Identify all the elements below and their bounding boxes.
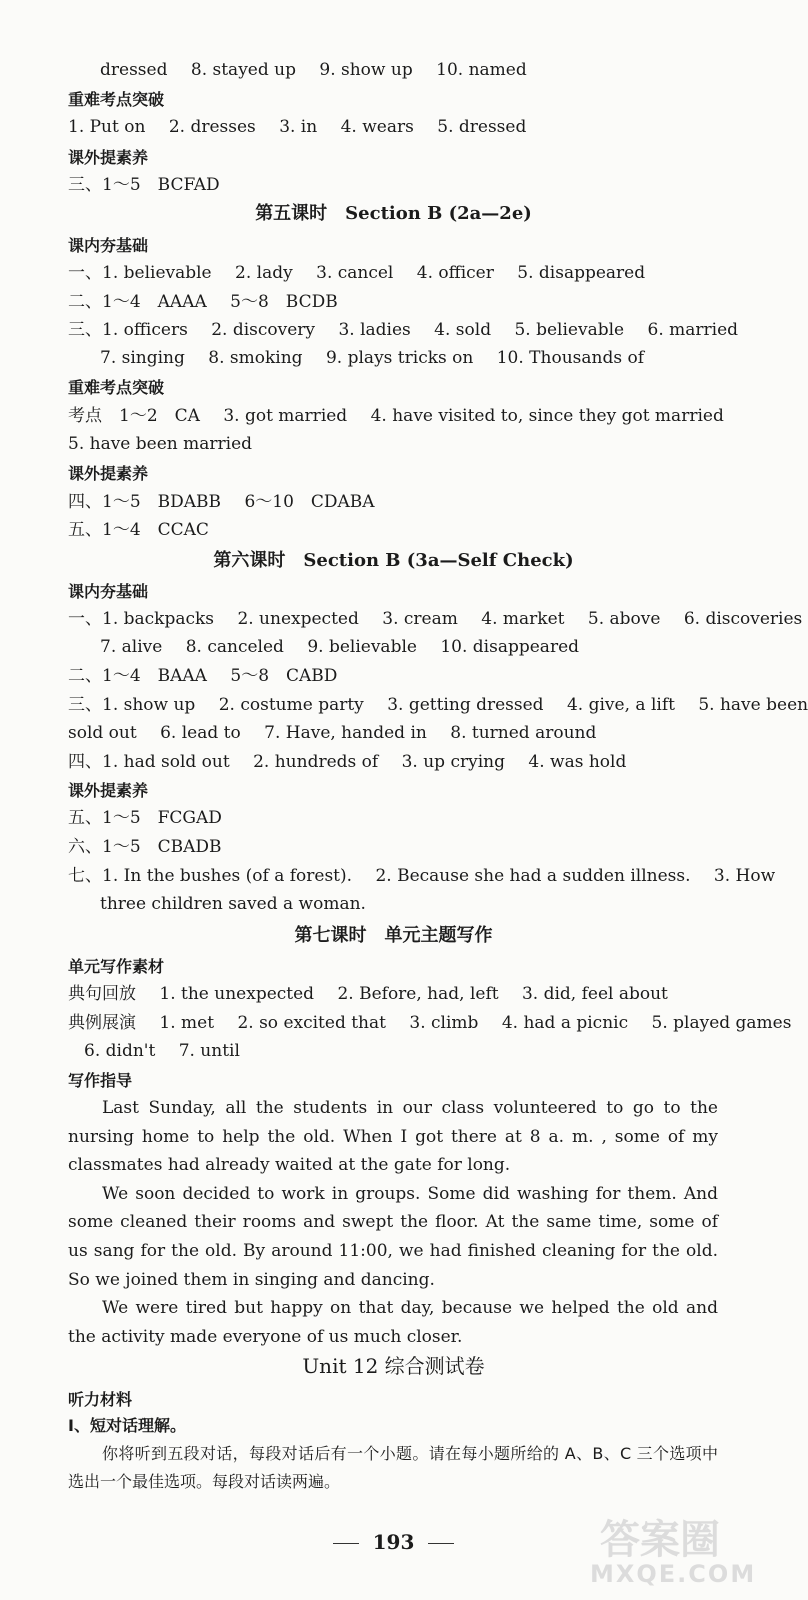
answer-line	[68, 490, 375, 514]
answer-line	[100, 635, 579, 659]
answer-line	[68, 115, 526, 139]
essay-paragraph: We soon decided to work in groups. Some did washing for them. And some cleaned their rooms and swept the floor. At the same time, some of us sang for the old. By around 11:00, we had finished cleaning for the old. So we joined them in singing and dancing.	[68, 1183, 718, 1290]
answer-item: 一、1. believable	[68, 263, 212, 283]
answer-item: 9. show up	[319, 60, 413, 80]
section-heading: 课外提素养	[68, 148, 149, 167]
answer-line	[68, 864, 775, 888]
answer-item: 6. lead to	[160, 723, 241, 743]
dash-left	[333, 1543, 359, 1544]
answer-line	[68, 607, 802, 631]
answer-item: 4. have visited to, since they got married	[370, 406, 724, 426]
answer-item: sold out	[68, 723, 137, 743]
answer-item: dressed	[100, 60, 168, 80]
essay-paragraph: Last Sunday, all the students in our class volunteered to go to the nursing home to help the old. When I got there at 8 a. m. , some of my classmates had already waited at the gate for long.	[68, 1098, 718, 1176]
answer-item: 7. alive	[100, 637, 163, 657]
answer-item: 2. unexpected	[237, 609, 359, 629]
answer-item: 9. believable	[307, 637, 417, 657]
answer-item: 4. was hold	[528, 752, 627, 772]
answer-item: 三、1. show up	[68, 695, 196, 715]
answer-item: 典例展演	[68, 1013, 136, 1033]
answer-item: 1. Put on	[68, 117, 146, 137]
answer-line	[68, 404, 724, 428]
answer-item: 3. cancel	[316, 263, 394, 283]
answer-item: 七、1. In the bushes (of a forest).	[68, 866, 353, 886]
answer-line: 五、1～4 CCAC	[68, 520, 209, 540]
answer-item: 3. cream	[382, 609, 458, 629]
answer-line	[68, 721, 596, 745]
answer-line: 五、1～5 FCGAD	[68, 808, 222, 828]
section-heading: 写作指导	[68, 1071, 133, 1090]
answer-item: 4. give, a lift	[566, 695, 675, 715]
unit-title: Unit 12 综合测试卷	[302, 1354, 485, 1378]
answer-item: 2. discovery	[211, 320, 316, 340]
answer-item: 7. singing	[100, 348, 185, 368]
answer-line	[68, 693, 808, 717]
answer-item: 10. Thousands of	[496, 348, 644, 368]
answer-item: 2. hundreds of	[253, 752, 379, 772]
answer-line	[68, 664, 337, 688]
answer-item: 3. ladies	[338, 320, 411, 340]
answer-item: 5. above	[587, 609, 661, 629]
answer-item: 四、1. had sold out	[68, 752, 230, 772]
section-heading: 单元写作素材	[68, 957, 165, 976]
answer-item: 8. canceled	[185, 637, 284, 657]
answer-item: 9. plays tricks on	[325, 348, 474, 368]
answer-item: 7. Have, handed in	[264, 723, 427, 743]
answer-item: 5. have been	[698, 695, 808, 715]
answer-item: 典句回放	[68, 984, 136, 1004]
answer-item: 2. Because she had a sudden illness.	[375, 866, 691, 886]
answer-item: 2. Before, had, left	[337, 984, 499, 1004]
answer-item: 4. had a picnic	[501, 1013, 629, 1033]
answer-item: 6. married	[647, 320, 739, 340]
answer-item: 7. until	[178, 1041, 240, 1061]
answer-line: 六、1～5 CBADB	[68, 837, 222, 857]
answer-item: 6. discoveries	[683, 609, 803, 629]
answer-item: 二、1～4 BAAA	[68, 666, 207, 686]
lesson-title: 第五课时 Section B (2a—2e)	[255, 203, 532, 224]
answer-item: 3. How	[713, 866, 776, 886]
answer-line	[68, 318, 738, 342]
section-heading: 课外提素养	[68, 781, 149, 800]
answer-line	[68, 290, 338, 314]
answer-line	[68, 1011, 791, 1035]
answer-item: 8. stayed up	[190, 60, 296, 80]
answer-line: 5. have been married	[68, 434, 253, 454]
answer-item: 8. turned around	[450, 723, 597, 743]
listening-instructions	[68, 1440, 718, 1496]
answer-item: 2. dresses	[168, 117, 256, 137]
answer-item: 二、1～4 AAAA	[68, 292, 207, 312]
section-heading: Ⅰ、短对话理解。	[68, 1416, 186, 1435]
answer-item: 4. wears	[340, 117, 414, 137]
answer-item: 3. got married	[223, 406, 348, 426]
section-heading: 重难考点突破	[68, 90, 165, 109]
answer-line	[68, 750, 626, 774]
answer-item: 5. played games	[651, 1013, 792, 1033]
answer-line	[100, 58, 527, 82]
dash-right	[428, 1543, 454, 1544]
section-heading: 重难考点突破	[68, 378, 165, 397]
answer-item: 2. lady	[235, 263, 293, 283]
answer-item: 3. in	[279, 117, 318, 137]
answer-item: 2. costume party	[218, 695, 364, 715]
answer-item: 3. up crying	[401, 752, 505, 772]
answer-item: 1. met	[159, 1013, 215, 1033]
answer-item: 四、1～5 BDABB	[68, 492, 222, 512]
watermark-logo: 答案圈	[600, 1517, 720, 1563]
answer-line	[84, 1039, 240, 1063]
answer-item: 3. climb	[409, 1013, 479, 1033]
answer-line	[68, 982, 668, 1006]
answer-item: 3. did, feel about	[521, 984, 668, 1004]
answer-item: 10. disappeared	[440, 637, 580, 657]
answer-item: 5. dressed	[437, 117, 527, 137]
answer-line	[100, 346, 644, 370]
answer-item: 5. disappeared	[517, 263, 646, 283]
answer-item: 3. getting dressed	[387, 695, 544, 715]
section-heading: 听力材料	[68, 1390, 133, 1409]
essay-paragraph: We were tired but happy on that day, because we helped the old and the activity made everyone of us much closer.	[68, 1298, 718, 1347]
answer-item: 6. didn't	[84, 1041, 156, 1061]
answer-item: 8. smoking	[208, 348, 303, 368]
listening-intro: 你将听到五段对话，每段对话后有一个小题。请在每小题所给的 A、B、C 三个选项中选出一个最佳选项。每段对话读两遍。	[68, 1444, 718, 1491]
answer-item: 4. sold	[434, 320, 492, 340]
answer-item: 5～8 CABD	[230, 666, 338, 686]
answer-item: 4. officer	[416, 263, 494, 283]
section-heading: 课内夯基础	[68, 236, 149, 255]
watermark-url: MXQE.COM	[590, 1560, 757, 1588]
essay	[68, 1094, 718, 1351]
answer-item: 一、1. backpacks	[68, 609, 215, 629]
answer-item: 10. named	[436, 60, 527, 80]
answer-line	[68, 261, 645, 285]
section-heading: 课外提素养	[68, 464, 149, 483]
answer-item: 6～10 CDABA	[244, 492, 375, 512]
section-heading: 课内夯基础	[68, 582, 149, 601]
page-number: 193	[372, 1530, 415, 1554]
answer-item: 5. believable	[514, 320, 625, 340]
lesson-title: 第六课时 Section B (3a—Self Check)	[213, 550, 574, 571]
answer-item: 5～8 BCDB	[230, 292, 338, 312]
answer-item: 4. market	[481, 609, 565, 629]
answer-item: 考点 1～2 CA	[68, 406, 200, 426]
answer-line: three children saved a woman.	[100, 894, 366, 914]
answer-item: 2. so excited that	[237, 1013, 386, 1033]
answer-item: 三、1. officers	[68, 320, 188, 340]
answer-item: 1. the unexpected	[159, 984, 315, 1004]
answer-line: 三、1～5 BCFAD	[68, 175, 220, 195]
lesson-title: 第七课时 单元主题写作	[294, 925, 493, 946]
